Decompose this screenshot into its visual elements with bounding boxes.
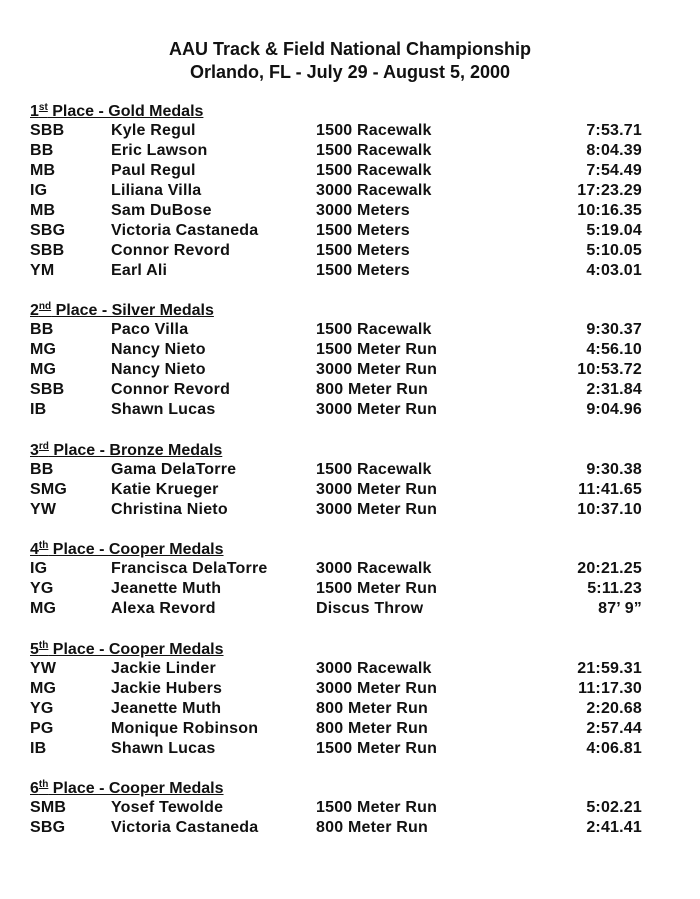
result-row [30,559,650,579]
result-row [30,121,650,141]
division-code: PG [30,720,54,737]
event-name: 1500 Racewalk [316,321,432,338]
place-ordinal-suffix: nd [38,301,52,312]
division-code: SMB [30,799,67,816]
result-row [30,320,650,340]
result-mark: 7:54.49 [586,162,642,179]
athlete-name: Paco Villa [111,321,189,338]
athlete-name: Jackie Hubers [111,680,223,697]
section-heading [30,441,650,460]
section-heading [30,540,650,559]
athlete-name: Christina Nieto [111,501,228,518]
athlete-name: Nancy Nieto [111,361,206,378]
athlete-name: Yosef Tewolde [111,799,224,816]
athlete-name: Francisca DelaTorre [111,560,268,577]
result-row [30,719,650,739]
division-code: BB [30,142,54,159]
event-name: 1500 Racewalk [316,461,432,478]
result-row [30,659,650,679]
result-row [30,241,650,261]
result-row [30,360,650,380]
section-heading [30,640,650,659]
event-name: 3000 Meter Run [316,361,438,378]
section-heading [30,779,650,798]
result-mark: 2:20.68 [586,700,642,717]
result-mark: 4:03.01 [586,262,642,279]
place-number: 3 [30,442,39,459]
result-row [30,181,650,201]
heading-text: Place - Cooper Medals [48,780,224,797]
result-row [30,480,650,500]
result-row [30,818,650,838]
event-name: 800 Meter Run [316,720,428,737]
section-heading [30,102,650,121]
result-mark: 2:57.44 [586,720,642,737]
division-code: SBG [30,222,66,239]
athlete-name: Paul Regul [111,162,196,179]
place-number: 4 [30,541,39,558]
athlete-name: Victoria Castaneda [111,222,259,239]
medal-section [30,102,650,281]
event-name: 3000 Racewalk [316,660,432,677]
event-name: 800 Meter Run [316,381,428,398]
result-row [30,201,650,221]
division-code: IB [30,740,47,757]
event-name: 800 Meter Run [316,819,428,836]
result-mark: 9:04.96 [586,401,642,418]
division-code: SBG [30,819,66,836]
result-mark: 11:17.30 [578,680,642,697]
place-number: 5 [30,641,39,658]
athlete-name: Shawn Lucas [111,740,216,757]
result-mark: 2:31.84 [586,381,642,398]
division-code: SMG [30,481,68,498]
document-subtitle: Orlando, FL - July 29 - August 5, 2000 [189,62,511,82]
place-ordinal-suffix: rd [38,441,49,452]
athlete-name: Gama DelaTorre [111,461,237,478]
division-code: YG [30,700,54,717]
athlete-name: Connor Revord [111,242,231,259]
division-code: MG [30,680,57,697]
event-name: 1500 Racewalk [316,142,432,159]
heading-text: Place - Gold Medals [47,103,204,120]
athlete-name: Monique Robinson [111,720,259,737]
event-name: 3000 Meter Run [316,481,438,498]
athlete-name: Kyle Regul [111,122,196,139]
division-code: YW [30,660,57,677]
athlete-name: Jeanette Muth [111,700,222,717]
result-mark: 4:06.81 [586,740,642,757]
result-mark: 5:10.05 [586,242,642,259]
result-mark: 5:11.23 [587,580,642,597]
athlete-name: Earl Ali [111,262,168,279]
result-mark: 7:53.71 [586,122,642,139]
result-mark: 8:04.39 [586,142,642,159]
athlete-name: Shawn Lucas [111,401,216,418]
result-row [30,579,650,599]
medal-section [30,779,650,838]
result-row [30,739,650,759]
medal-section [30,441,650,520]
athlete-name: Alexa Revord [111,600,216,617]
division-code: YW [30,501,57,518]
result-mark: 5:19.04 [586,222,642,239]
medal-section [30,301,650,420]
event-name: 1500 Racewalk [316,162,432,179]
division-code: BB [30,321,54,338]
place-ordinal-suffix: st [38,102,48,113]
event-name: 1500 Meters [316,262,410,279]
result-mark: 21:59.31 [577,660,642,677]
event-name: 3000 Meter Run [316,401,438,418]
event-name: 1500 Meter Run [316,740,438,757]
division-code: MG [30,341,57,358]
division-code: IG [30,560,48,577]
division-code: MG [30,361,57,378]
athlete-name: Katie Krueger [111,481,219,498]
result-row [30,699,650,719]
result-mark: 9:30.38 [586,461,642,478]
result-mark: 5:02.21 [586,799,642,816]
medal-section [30,640,650,759]
event-name: 1500 Meter Run [316,580,438,597]
result-row [30,500,650,520]
heading-text: Place - Bronze Medals [48,442,223,459]
section-heading [30,301,650,320]
result-row [30,340,650,360]
event-name: Discus Throw [316,600,424,617]
event-name: 3000 Meter Run [316,501,438,518]
athlete-name: Jeanette Muth [111,580,222,597]
result-row [30,141,650,161]
event-name: 3000 Meters [316,202,410,219]
result-mark: 17:23.29 [577,182,642,199]
place-ordinal-suffix: th [38,540,49,551]
athlete-name: Victoria Castaneda [111,819,259,836]
event-name: 1500 Meter Run [316,799,438,816]
place-ordinal-suffix: th [38,779,49,790]
division-code: MB [30,202,56,219]
division-code: YG [30,580,54,597]
division-code: SBB [30,242,65,259]
division-code: SBB [30,381,65,398]
result-mark: 20:21.25 [577,560,642,577]
place-ordinal-suffix: th [38,640,49,651]
division-code: IB [30,401,47,418]
result-row [30,221,650,241]
place-number: 1 [30,103,39,120]
event-name: 3000 Racewalk [316,182,432,199]
document-title: AAU Track & Field National Championship [168,39,532,59]
division-code: SBB [30,122,65,139]
event-name: 1500 Meters [316,242,410,259]
athlete-name: Eric Lawson [111,142,208,159]
event-name: 1500 Meters [316,222,410,239]
athlete-name: Nancy Nieto [111,341,206,358]
result-mark: 10:37.10 [577,501,642,518]
division-code: YM [30,262,55,279]
athlete-name: Jackie Linder [111,660,216,677]
place-number: 2 [30,302,39,319]
athlete-name: Liliana Villa [111,182,202,199]
event-name: 800 Meter Run [316,700,428,717]
result-mark: 11:41.65 [578,481,642,498]
event-name: 3000 Racewalk [316,560,432,577]
heading-text: Place - Cooper Medals [48,641,224,658]
result-mark: 10:16.35 [577,202,642,219]
result-row [30,599,650,619]
athlete-name: Connor Revord [111,381,231,398]
heading-text: Place - Cooper Medals [48,541,224,558]
result-mark: 10:53.72 [577,361,642,378]
result-row [30,679,650,699]
result-row [30,161,650,181]
result-row [30,460,650,480]
result-row [30,400,650,420]
event-name: 1500 Meter Run [316,341,438,358]
place-number: 6 [30,780,39,797]
result-mark: 87’ 9” [598,600,642,617]
result-row [30,261,650,281]
result-mark: 2:41.41 [586,819,642,836]
division-code: MG [30,600,57,617]
athlete-name: Sam DuBose [111,202,212,219]
result-row [30,380,650,400]
division-code: BB [30,461,54,478]
event-name: 1500 Racewalk [316,122,432,139]
result-mark: 4:56.10 [586,341,642,358]
division-code: IG [30,182,48,199]
result-mark: 9:30.37 [586,321,642,338]
result-row [30,798,650,818]
division-code: MB [30,162,56,179]
event-name: 3000 Meter Run [316,680,438,697]
medal-section [30,540,650,619]
heading-text: Place - Silver Medals [51,302,214,319]
